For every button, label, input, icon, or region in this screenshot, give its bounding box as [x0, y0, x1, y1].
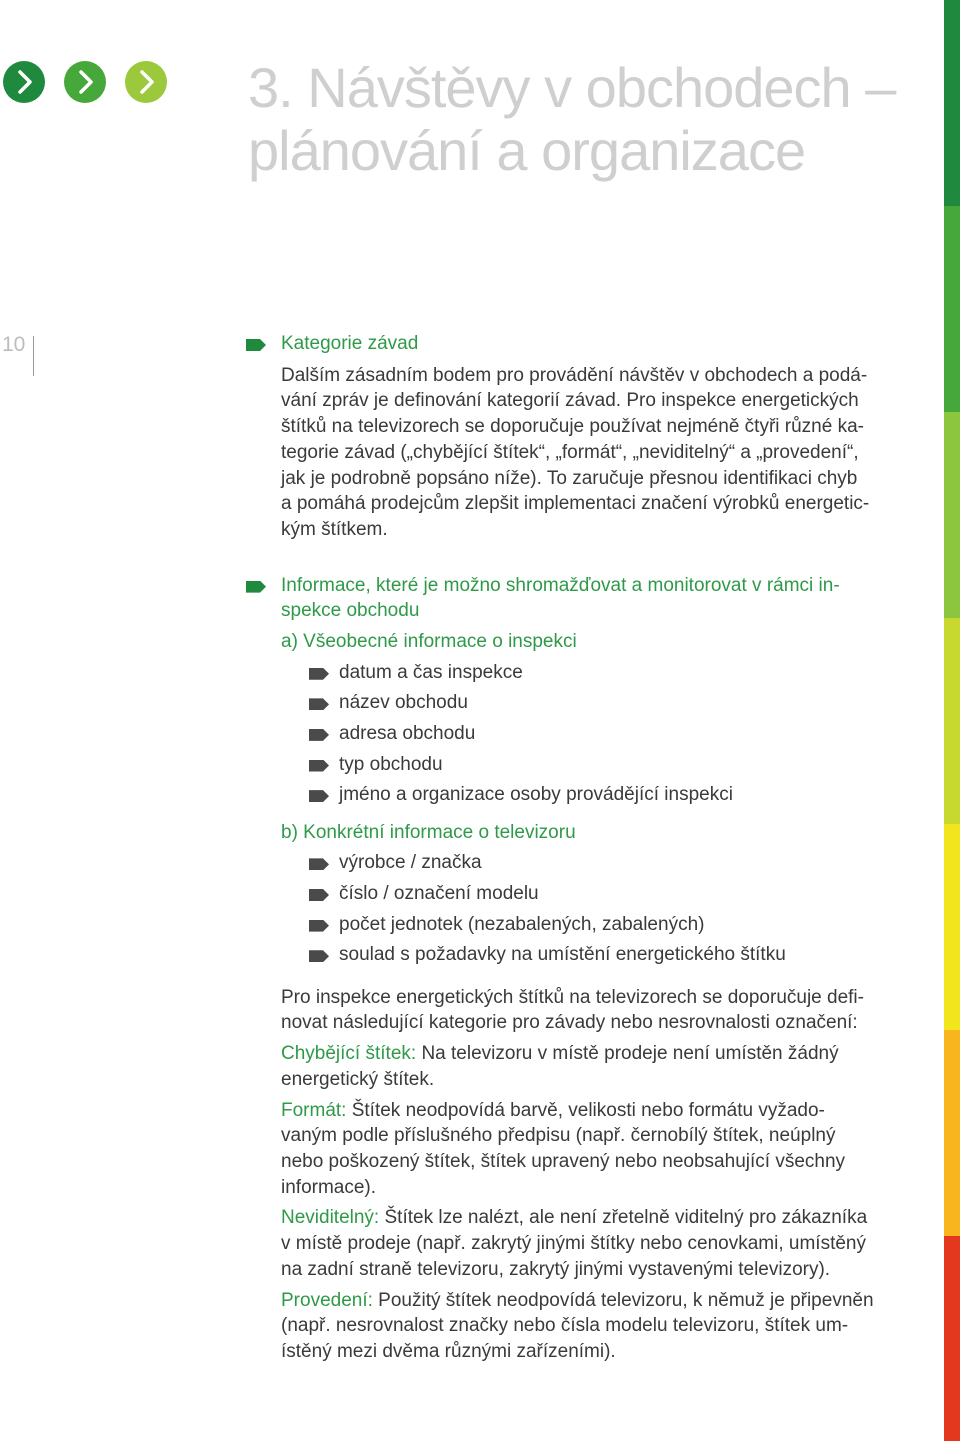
definition-term: Neviditelný: — [281, 1207, 380, 1229]
section-heading-text: Kategorie závad — [281, 333, 419, 354]
definition-term: Provedení: — [281, 1289, 373, 1311]
bullet-tag-icon — [309, 668, 329, 680]
stripe-segment — [944, 0, 960, 206]
section1-paragraph — [281, 363, 901, 543]
bullet-tag-icon — [246, 339, 266, 351]
definition-text: (např. nesrovnalost značky nebo čísla modelu televizoru, štítek um- — [281, 1315, 849, 1337]
definition-text: informace). — [281, 1176, 377, 1198]
definition-missing-label — [281, 1041, 901, 1092]
stripe-segment — [944, 206, 960, 412]
list-item-text: adresa obchodu — [339, 722, 476, 744]
definition-text: nebo poškozený štítek, štítek upravený nebo neobsahující všechny — [281, 1151, 846, 1172]
list-item — [281, 658, 901, 689]
list-item — [281, 910, 901, 941]
categories-intro — [281, 985, 901, 1036]
list-tv-info — [281, 848, 901, 970]
section-heading-line: Informace, které je možno shromažďovat a monitorovat v rámci in- — [281, 574, 840, 596]
section-heading-information — [281, 573, 901, 624]
bullet-tag-icon — [309, 698, 329, 710]
title-line-2: plánování a organizace — [248, 119, 806, 182]
list-item — [281, 940, 901, 971]
definition-text: ístěný mezi dvěma různými zařízeními). — [281, 1340, 616, 1362]
paragraph-line: Dalším zásadním bodem pro provádění návštěv v obchodech a podá- — [281, 364, 868, 386]
bullet-tag-icon — [246, 581, 266, 593]
subheading-general-info: a) Všeobecné informace o inspekci — [281, 631, 577, 653]
list-item-text: počet jednotek (nezabalených, zabalených) — [339, 913, 705, 935]
paragraph-line: štítků na televizorech se doporučuje používat nejméně čtyři různé ka- — [281, 416, 864, 438]
nav-arrow-1[interactable] — [3, 61, 45, 103]
list-item — [281, 780, 901, 811]
list-item — [281, 750, 901, 781]
definition-text: na zadní straně televizoru, zakrytý jinými vystavenými televizory). — [281, 1258, 831, 1280]
list-item-text: název obchodu — [339, 692, 468, 714]
bullet-tag-icon — [309, 858, 329, 870]
paragraph-line: novat následující kategorie pro závady nebo nesrovnalosti označení: — [281, 1012, 858, 1034]
page-number: 10 — [2, 333, 26, 356]
color-scale-stripe — [944, 0, 960, 1441]
section-heading-defect-categories — [281, 331, 901, 357]
list-item-text: výrobce / značka — [339, 852, 482, 874]
subheading-tv-info: b) Konkrétní informace o televizoru — [281, 821, 576, 843]
main-content — [281, 331, 901, 1365]
nav-arrow-3[interactable] — [125, 61, 167, 103]
list-item-text: datum a čas inspekce — [339, 661, 523, 683]
definition-text: vaným podle příslušného předpisu (např. černobílý štítek, neúplný — [281, 1125, 836, 1147]
definition-text: v místě prodeje (např. zakrytý jinými štítky nebo cenovkami, umístěný — [281, 1233, 866, 1255]
definition-term: Chybějící štítek: — [281, 1043, 417, 1065]
stripe-segment — [944, 1236, 960, 1441]
nav-arrow-2[interactable] — [64, 61, 106, 103]
bullet-tag-icon — [309, 729, 329, 741]
stripe-segment — [944, 1030, 960, 1236]
definition-term: Formát: — [281, 1099, 347, 1121]
stripe-segment — [944, 824, 960, 1030]
definition-invisible — [281, 1205, 901, 1282]
page-title — [248, 56, 928, 182]
chevron-right-icon — [64, 61, 106, 103]
bullet-tag-icon — [309, 760, 329, 772]
list-item-text: typ obchodu — [339, 753, 443, 775]
paragraph-line: jak je podrobně popsáno níže). To zaručuje přesnou identifikaci chyb — [281, 467, 858, 489]
list-item — [281, 879, 901, 910]
paragraph-line: tegorie závad („chybějící štítek“, „formát“, „neviditelný“ a „provedení“, — [281, 441, 859, 463]
list-item-text: soulad s požadavky na umístění energetického štítku — [339, 944, 786, 966]
paragraph-line: vání zpráv je definování kategorií závad. Pro inspekce energetických — [281, 390, 859, 412]
definition-text: Štítek lze nalézt, ale není zřetelně viditelný pro zákazníka — [379, 1207, 868, 1229]
chevron-right-icon — [125, 61, 167, 103]
list-item — [281, 848, 901, 879]
page-number-divider — [33, 336, 34, 376]
paragraph-line: a pomáhá prodejcům zlepšit implementaci značení výrobků energetic- — [281, 493, 870, 515]
list-item-text: jméno a organizace osoby provádějící inspekci — [339, 784, 733, 806]
definition-format — [281, 1098, 901, 1201]
stripe-segment — [944, 618, 960, 824]
paragraph-line: kým štítkem. — [281, 518, 388, 540]
bullet-tag-icon — [309, 889, 329, 901]
stripe-segment — [944, 412, 960, 618]
list-item — [281, 688, 901, 719]
bullet-tag-icon — [309, 920, 329, 932]
chevron-right-icon — [3, 61, 45, 103]
bullet-tag-icon — [309, 790, 329, 802]
definition-text: Na televizoru v místě prodeje není umístěn žádný — [416, 1043, 839, 1065]
definition-text: Použitý štítek neodpovídá televizoru, k němuž je připevněn — [372, 1289, 874, 1311]
list-item-text: číslo / označení modelu — [339, 883, 539, 904]
definition-text: energetický štítek. — [281, 1068, 435, 1090]
list-item — [281, 719, 901, 750]
section-heading-line: spekce obchodu — [281, 600, 420, 622]
definition-text: Štítek neodpovídá barvě, velikosti nebo formátu vyžado- — [346, 1099, 825, 1121]
paragraph-line: Pro inspekce energetických štítků na televizorech se doporučuje defi- — [281, 986, 864, 1008]
list-general-info — [281, 658, 901, 811]
bullet-tag-icon — [309, 950, 329, 962]
title-line-1: 3. Návštěvy v obchodech – — [248, 56, 896, 119]
definition-execution — [281, 1288, 901, 1365]
